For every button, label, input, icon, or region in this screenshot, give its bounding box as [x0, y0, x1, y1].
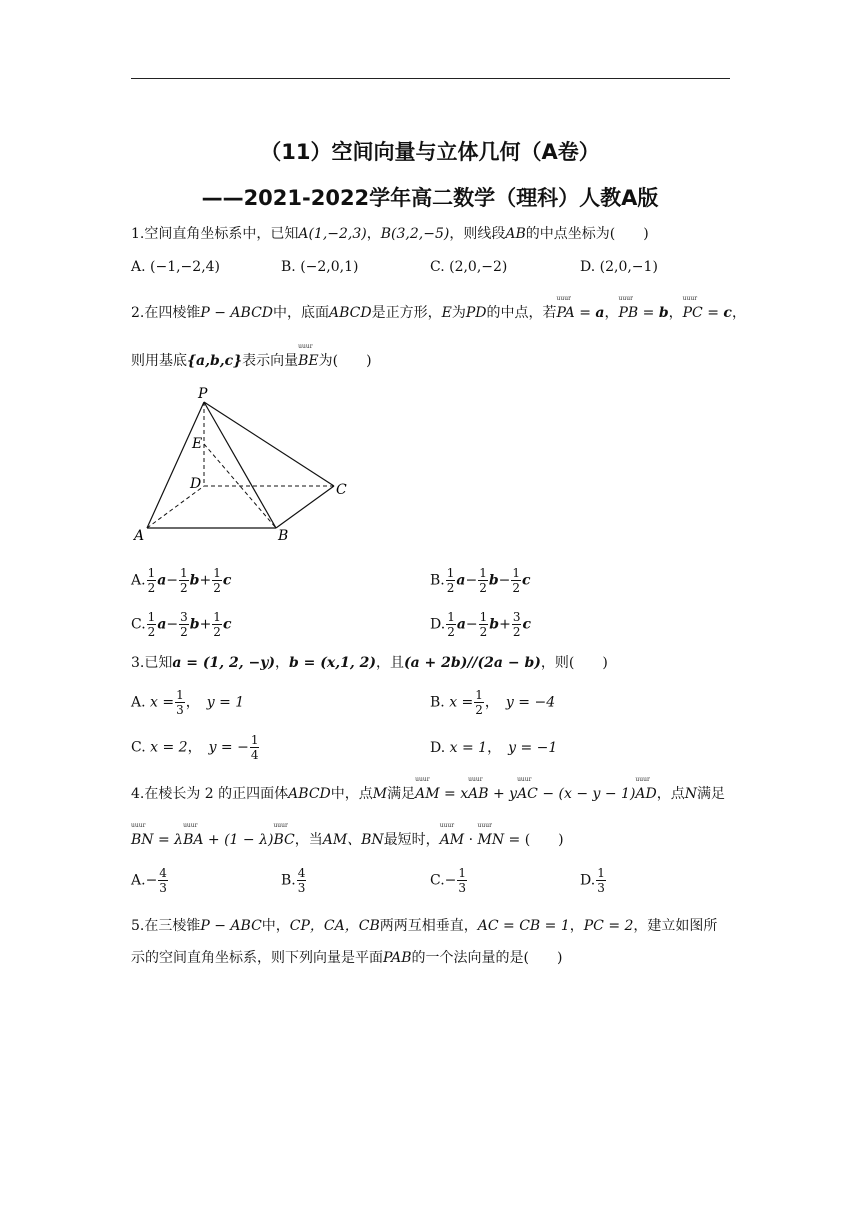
question-4-stem-line2: uuur BN = λuuur BA + (1 − λ)uuur BC，当AM、BN最短时，uuur AM · uuur MN = ( )	[131, 829, 741, 849]
question-2-stem: 2.在四棱锥P − ABCD中，底面ABCD是正方形，E为PD的中点，若uuur PA = a，uuur PB = b，uuur PC = c，	[131, 302, 741, 322]
question-5-stem-line2: 示的空间直角坐标系，则下列向量是平面PAB的一个法向量的是( )	[131, 950, 563, 966]
edge-pa	[147, 402, 204, 528]
question-4-stem: 4.在棱长为 2 的正四面体ABCD中，点M满足uuur AM = xuuur AB + yuuur AC − (x − y − 1)uuur AD，点N满足	[131, 783, 741, 803]
q4-option-d: D. $\frac{1}{3}$	[580, 866, 605, 895]
q3-option-a: A. x = $\frac{1}{3}$ ， y = 1	[131, 688, 245, 717]
label-b: B	[278, 528, 289, 544]
q1-option-a: A. (−1,−2,4)	[131, 259, 221, 275]
page-subtitle: ——2021-2022学年高二数学（理科）人教A版	[201, 186, 659, 210]
edge-pb	[204, 402, 276, 528]
page-title: （11）空间向量与立体几何（A卷）	[260, 140, 600, 164]
edge-bc	[276, 486, 334, 528]
q4-option-b: B. $\frac{4}{3}$	[281, 866, 306, 895]
label-a: A	[134, 528, 145, 544]
question-1-stem: 1.空间直角坐标系中，已知A(1,−2,3)，B(3,2,−5)，则线段AB的中点坐标为( )	[131, 226, 649, 242]
question-2-stem-line2: 则用基底{a,b,c}表示向量uuur BE为( )	[131, 350, 741, 370]
question-5-stem: 5.在三棱锥P − ABC中，CP，CA，CB两两互相垂直，AC = CB = 1，PC = 2，建立如图所	[131, 918, 718, 934]
q4-option-a: A.− $\frac{4}{3}$	[131, 866, 167, 895]
q4-option-c: C.− $\frac{1}{3}$	[430, 866, 467, 895]
question-3-stem: 3.已知a = (1, 2, −y)，b = (x,1, 2)，且(a + 2b)//(2a − b)，则( )	[131, 655, 608, 671]
q3-option-b: B. x = $\frac{1}{2}$ ， y = −4	[430, 688, 556, 717]
label-c: C	[336, 482, 347, 498]
label-p: P	[198, 386, 208, 402]
q1-option-b: B. (−2,0,1)	[281, 259, 359, 275]
label-d: D	[190, 476, 202, 492]
q2-option-d: D. $\frac{1}{2}$ a− $\frac{1}{2}$ b+ $\frac{3}{2}$ c	[430, 610, 531, 639]
q2-option-c: C. $\frac{1}{2}$ a− $\frac{3}{2}$ b+ $\frac{1}{2}$ c	[131, 610, 232, 639]
q1-option-c: C. (2,0,−2)	[430, 259, 508, 275]
q3-option-d: D. x = 1， y = −1	[430, 740, 558, 756]
edge-pc	[204, 402, 334, 486]
q3-option-c: C. x = 2， y = − $\frac{1}{4}$	[131, 733, 259, 762]
label-e: E	[192, 436, 203, 452]
edge-ad	[147, 486, 204, 528]
q2-option-a: A. $\frac{1}{2}$ a− $\frac{1}{2}$ b+ $\frac{1}{2}$ c	[131, 566, 232, 595]
q1-option-d: D. (2,0,−1)	[580, 259, 658, 275]
pyramid-figure	[128, 382, 368, 544]
q2-option-b: B. $\frac{1}{2}$ a− $\frac{1}{2}$ b− $\frac{1}{2}$ c	[430, 566, 531, 595]
header-rule	[131, 78, 730, 79]
